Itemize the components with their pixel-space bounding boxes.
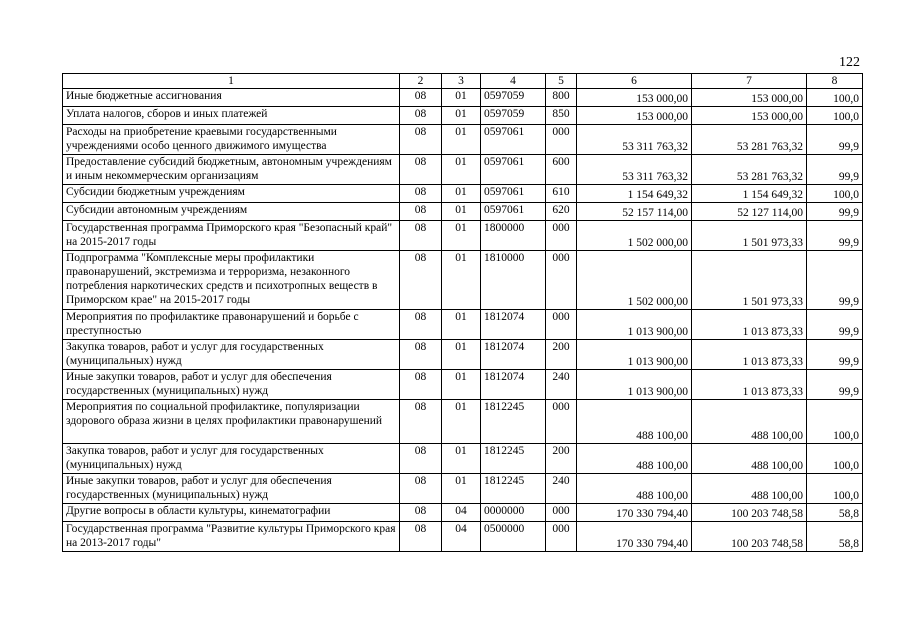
row-name: Другие вопросы в области культуры, кинематографии xyxy=(63,504,400,522)
row-name: Иные закупки товаров, работ и услуг для обеспечения государственных (муниципальных) нужд xyxy=(63,370,400,400)
column-header: 2 xyxy=(400,74,442,89)
column-header: 4 xyxy=(481,74,546,89)
row-fact-amount: 100 203 748,58 xyxy=(692,504,807,522)
row-subsection: 01 xyxy=(442,107,481,125)
row-percent: 99,9 xyxy=(807,125,863,155)
row-percent: 100,0 xyxy=(807,474,863,504)
row-plan-amount: 170 330 794,40 xyxy=(577,504,692,522)
row-expense-type: 240 xyxy=(546,370,577,400)
row-expense-type: 240 xyxy=(546,474,577,504)
table-row xyxy=(63,251,863,310)
row-target-code: 1810000 xyxy=(481,251,546,310)
table-header-row xyxy=(63,74,863,89)
row-expense-type: 610 xyxy=(546,185,577,203)
row-plan-amount: 1 502 000,00 xyxy=(577,221,692,251)
row-subsection: 01 xyxy=(442,185,481,203)
table-row xyxy=(63,522,863,552)
row-name: Расходы на приобретение краевыми государственными учреждениями особо ценного движимого имущества xyxy=(63,125,400,155)
row-plan-amount: 1 013 900,00 xyxy=(577,310,692,340)
row-name: Предоставление субсидий бюджетным, автономным учреждениям и иным некоммерческим организациям xyxy=(63,155,400,185)
row-percent: 99,9 xyxy=(807,221,863,251)
row-fact-amount: 1 501 973,33 xyxy=(692,251,807,310)
row-target-code: 0597061 xyxy=(481,155,546,185)
row-subsection: 01 xyxy=(442,400,481,444)
row-section: 08 xyxy=(400,400,442,444)
table-row xyxy=(63,400,863,444)
row-name: Закупка товаров, работ и услуг для государственных (муниципальных) нужд xyxy=(63,444,400,474)
row-section: 08 xyxy=(400,185,442,203)
row-name: Государственная программа Приморского края "Безопасный край" на 2015-2017 годы xyxy=(63,221,400,251)
row-fact-amount: 1 013 873,33 xyxy=(692,370,807,400)
row-fact-amount: 1 013 873,33 xyxy=(692,340,807,370)
row-expense-type: 000 xyxy=(546,125,577,155)
row-name: Государственная программа "Развитие культуры Приморского края на 2013-2017 годы" xyxy=(63,522,400,552)
row-fact-amount: 488 100,00 xyxy=(692,444,807,474)
row-percent: 100,0 xyxy=(807,107,863,125)
row-section: 08 xyxy=(400,444,442,474)
row-section: 08 xyxy=(400,504,442,522)
row-percent: 100,0 xyxy=(807,89,863,107)
row-expense-type: 850 xyxy=(546,107,577,125)
table-row xyxy=(63,444,863,474)
row-fact-amount: 1 013 873,33 xyxy=(692,310,807,340)
row-percent: 100,0 xyxy=(807,400,863,444)
row-subsection: 01 xyxy=(442,340,481,370)
table-row xyxy=(63,340,863,370)
row-section: 08 xyxy=(400,125,442,155)
row-plan-amount: 170 330 794,40 xyxy=(577,522,692,552)
row-section: 08 xyxy=(400,221,442,251)
column-header: 6 xyxy=(577,74,692,89)
row-expense-type: 000 xyxy=(546,522,577,552)
row-target-code: 0597061 xyxy=(481,125,546,155)
table-row xyxy=(63,221,863,251)
row-fact-amount: 53 281 763,32 xyxy=(692,155,807,185)
row-target-code: 0597059 xyxy=(481,89,546,107)
row-fact-amount: 1 154 649,32 xyxy=(692,185,807,203)
row-plan-amount: 488 100,00 xyxy=(577,474,692,504)
row-percent: 58,8 xyxy=(807,504,863,522)
row-name: Закупка товаров, работ и услуг для государственных (муниципальных) нужд xyxy=(63,340,400,370)
row-plan-amount: 488 100,00 xyxy=(577,400,692,444)
row-target-code: 1812245 xyxy=(481,400,546,444)
row-name: Иные закупки товаров, работ и услуг для обеспечения государственных (муниципальных) нужд xyxy=(63,474,400,504)
row-expense-type: 200 xyxy=(546,340,577,370)
row-plan-amount: 1 154 649,32 xyxy=(577,185,692,203)
row-expense-type: 600 xyxy=(546,155,577,185)
row-section: 08 xyxy=(400,522,442,552)
row-expense-type: 000 xyxy=(546,310,577,340)
row-section: 08 xyxy=(400,251,442,310)
row-fact-amount: 52 127 114,00 xyxy=(692,203,807,221)
row-expense-type: 000 xyxy=(546,221,577,251)
row-percent: 99,9 xyxy=(807,370,863,400)
row-target-code: 1812074 xyxy=(481,340,546,370)
column-header: 5 xyxy=(546,74,577,89)
row-expense-type: 200 xyxy=(546,444,577,474)
row-fact-amount: 488 100,00 xyxy=(692,474,807,504)
row-subsection: 04 xyxy=(442,522,481,552)
table-row xyxy=(63,155,863,185)
row-expense-type: 620 xyxy=(546,203,577,221)
row-fact-amount: 1 501 973,33 xyxy=(692,221,807,251)
row-percent: 100,0 xyxy=(807,444,863,474)
row-name: Подпрограмма "Комплексные меры профилактики правонарушений, экстремизма и терроризма, незаконного потребления наркотических средств и психотропных веществ в Приморском крае" на 2015-2017 годы xyxy=(63,251,400,310)
row-name: Иные бюджетные ассигнования xyxy=(63,89,400,107)
row-plan-amount: 1 013 900,00 xyxy=(577,340,692,370)
row-target-code: 0500000 xyxy=(481,522,546,552)
row-percent: 99,9 xyxy=(807,310,863,340)
table-row xyxy=(63,504,863,522)
row-plan-amount: 153 000,00 xyxy=(577,89,692,107)
row-expense-type: 000 xyxy=(546,251,577,310)
row-percent: 99,9 xyxy=(807,340,863,370)
table-row xyxy=(63,125,863,155)
row-percent: 99,9 xyxy=(807,251,863,310)
row-plan-amount: 488 100,00 xyxy=(577,444,692,474)
row-plan-amount: 153 000,00 xyxy=(577,107,692,125)
row-name: Мероприятия по социальной профилактике, популяризации здорового образа жизни в целях профилактики правонарушений xyxy=(63,400,400,444)
row-subsection: 01 xyxy=(442,251,481,310)
row-subsection: 01 xyxy=(442,310,481,340)
row-target-code: 1800000 xyxy=(481,221,546,251)
row-fact-amount: 53 281 763,32 xyxy=(692,125,807,155)
row-section: 08 xyxy=(400,340,442,370)
row-percent: 99,9 xyxy=(807,203,863,221)
row-target-code: 0000000 xyxy=(481,504,546,522)
row-target-code: 0597061 xyxy=(481,185,546,203)
row-target-code: 1812245 xyxy=(481,444,546,474)
row-target-code: 0597059 xyxy=(481,107,546,125)
row-plan-amount: 1 502 000,00 xyxy=(577,251,692,310)
row-section: 08 xyxy=(400,89,442,107)
row-subsection: 01 xyxy=(442,370,481,400)
row-expense-type: 000 xyxy=(546,400,577,444)
table-row xyxy=(63,185,863,203)
budget-table xyxy=(62,73,863,552)
row-section: 08 xyxy=(400,107,442,125)
row-target-code: 0597061 xyxy=(481,203,546,221)
table-row xyxy=(63,370,863,400)
column-header: 3 xyxy=(442,74,481,89)
table-row xyxy=(63,474,863,504)
row-name: Уплата налогов, сборов и иных платежей xyxy=(63,107,400,125)
row-plan-amount: 52 157 114,00 xyxy=(577,203,692,221)
row-target-code: 1812074 xyxy=(481,310,546,340)
row-section: 08 xyxy=(400,474,442,504)
row-plan-amount: 53 311 763,32 xyxy=(577,125,692,155)
column-header: 7 xyxy=(692,74,807,89)
row-fact-amount: 488 100,00 xyxy=(692,400,807,444)
row-fact-amount: 153 000,00 xyxy=(692,89,807,107)
row-subsection: 01 xyxy=(442,89,481,107)
row-subsection: 01 xyxy=(442,444,481,474)
row-section: 08 xyxy=(400,310,442,340)
row-percent: 58,8 xyxy=(807,522,863,552)
row-plan-amount: 53 311 763,32 xyxy=(577,155,692,185)
row-subsection: 01 xyxy=(442,155,481,185)
row-section: 08 xyxy=(400,203,442,221)
row-section: 08 xyxy=(400,155,442,185)
column-header: 1 xyxy=(63,74,400,89)
row-subsection: 01 xyxy=(442,125,481,155)
row-name: Субсидии автономным учреждениям xyxy=(63,203,400,221)
table-row xyxy=(63,107,863,125)
row-percent: 99,9 xyxy=(807,155,863,185)
row-target-code: 1812074 xyxy=(481,370,546,400)
row-expense-type: 800 xyxy=(546,89,577,107)
table-row xyxy=(63,203,863,221)
row-subsection: 01 xyxy=(442,221,481,251)
page-number: 122 xyxy=(839,55,860,70)
row-name: Субсидии бюджетным учреждениям xyxy=(63,185,400,203)
row-plan-amount: 1 013 900,00 xyxy=(577,370,692,400)
row-expense-type: 000 xyxy=(546,504,577,522)
row-name: Мероприятия по профилактике правонарушений и борьбе с преступностью xyxy=(63,310,400,340)
row-subsection: 01 xyxy=(442,474,481,504)
row-target-code: 1812245 xyxy=(481,474,546,504)
row-subsection: 04 xyxy=(442,504,481,522)
row-fact-amount: 153 000,00 xyxy=(692,107,807,125)
row-subsection: 01 xyxy=(442,203,481,221)
column-header: 8 xyxy=(807,74,863,89)
table-row xyxy=(63,89,863,107)
row-percent: 100,0 xyxy=(807,185,863,203)
row-fact-amount: 100 203 748,58 xyxy=(692,522,807,552)
row-section: 08 xyxy=(400,370,442,400)
table-row xyxy=(63,310,863,340)
